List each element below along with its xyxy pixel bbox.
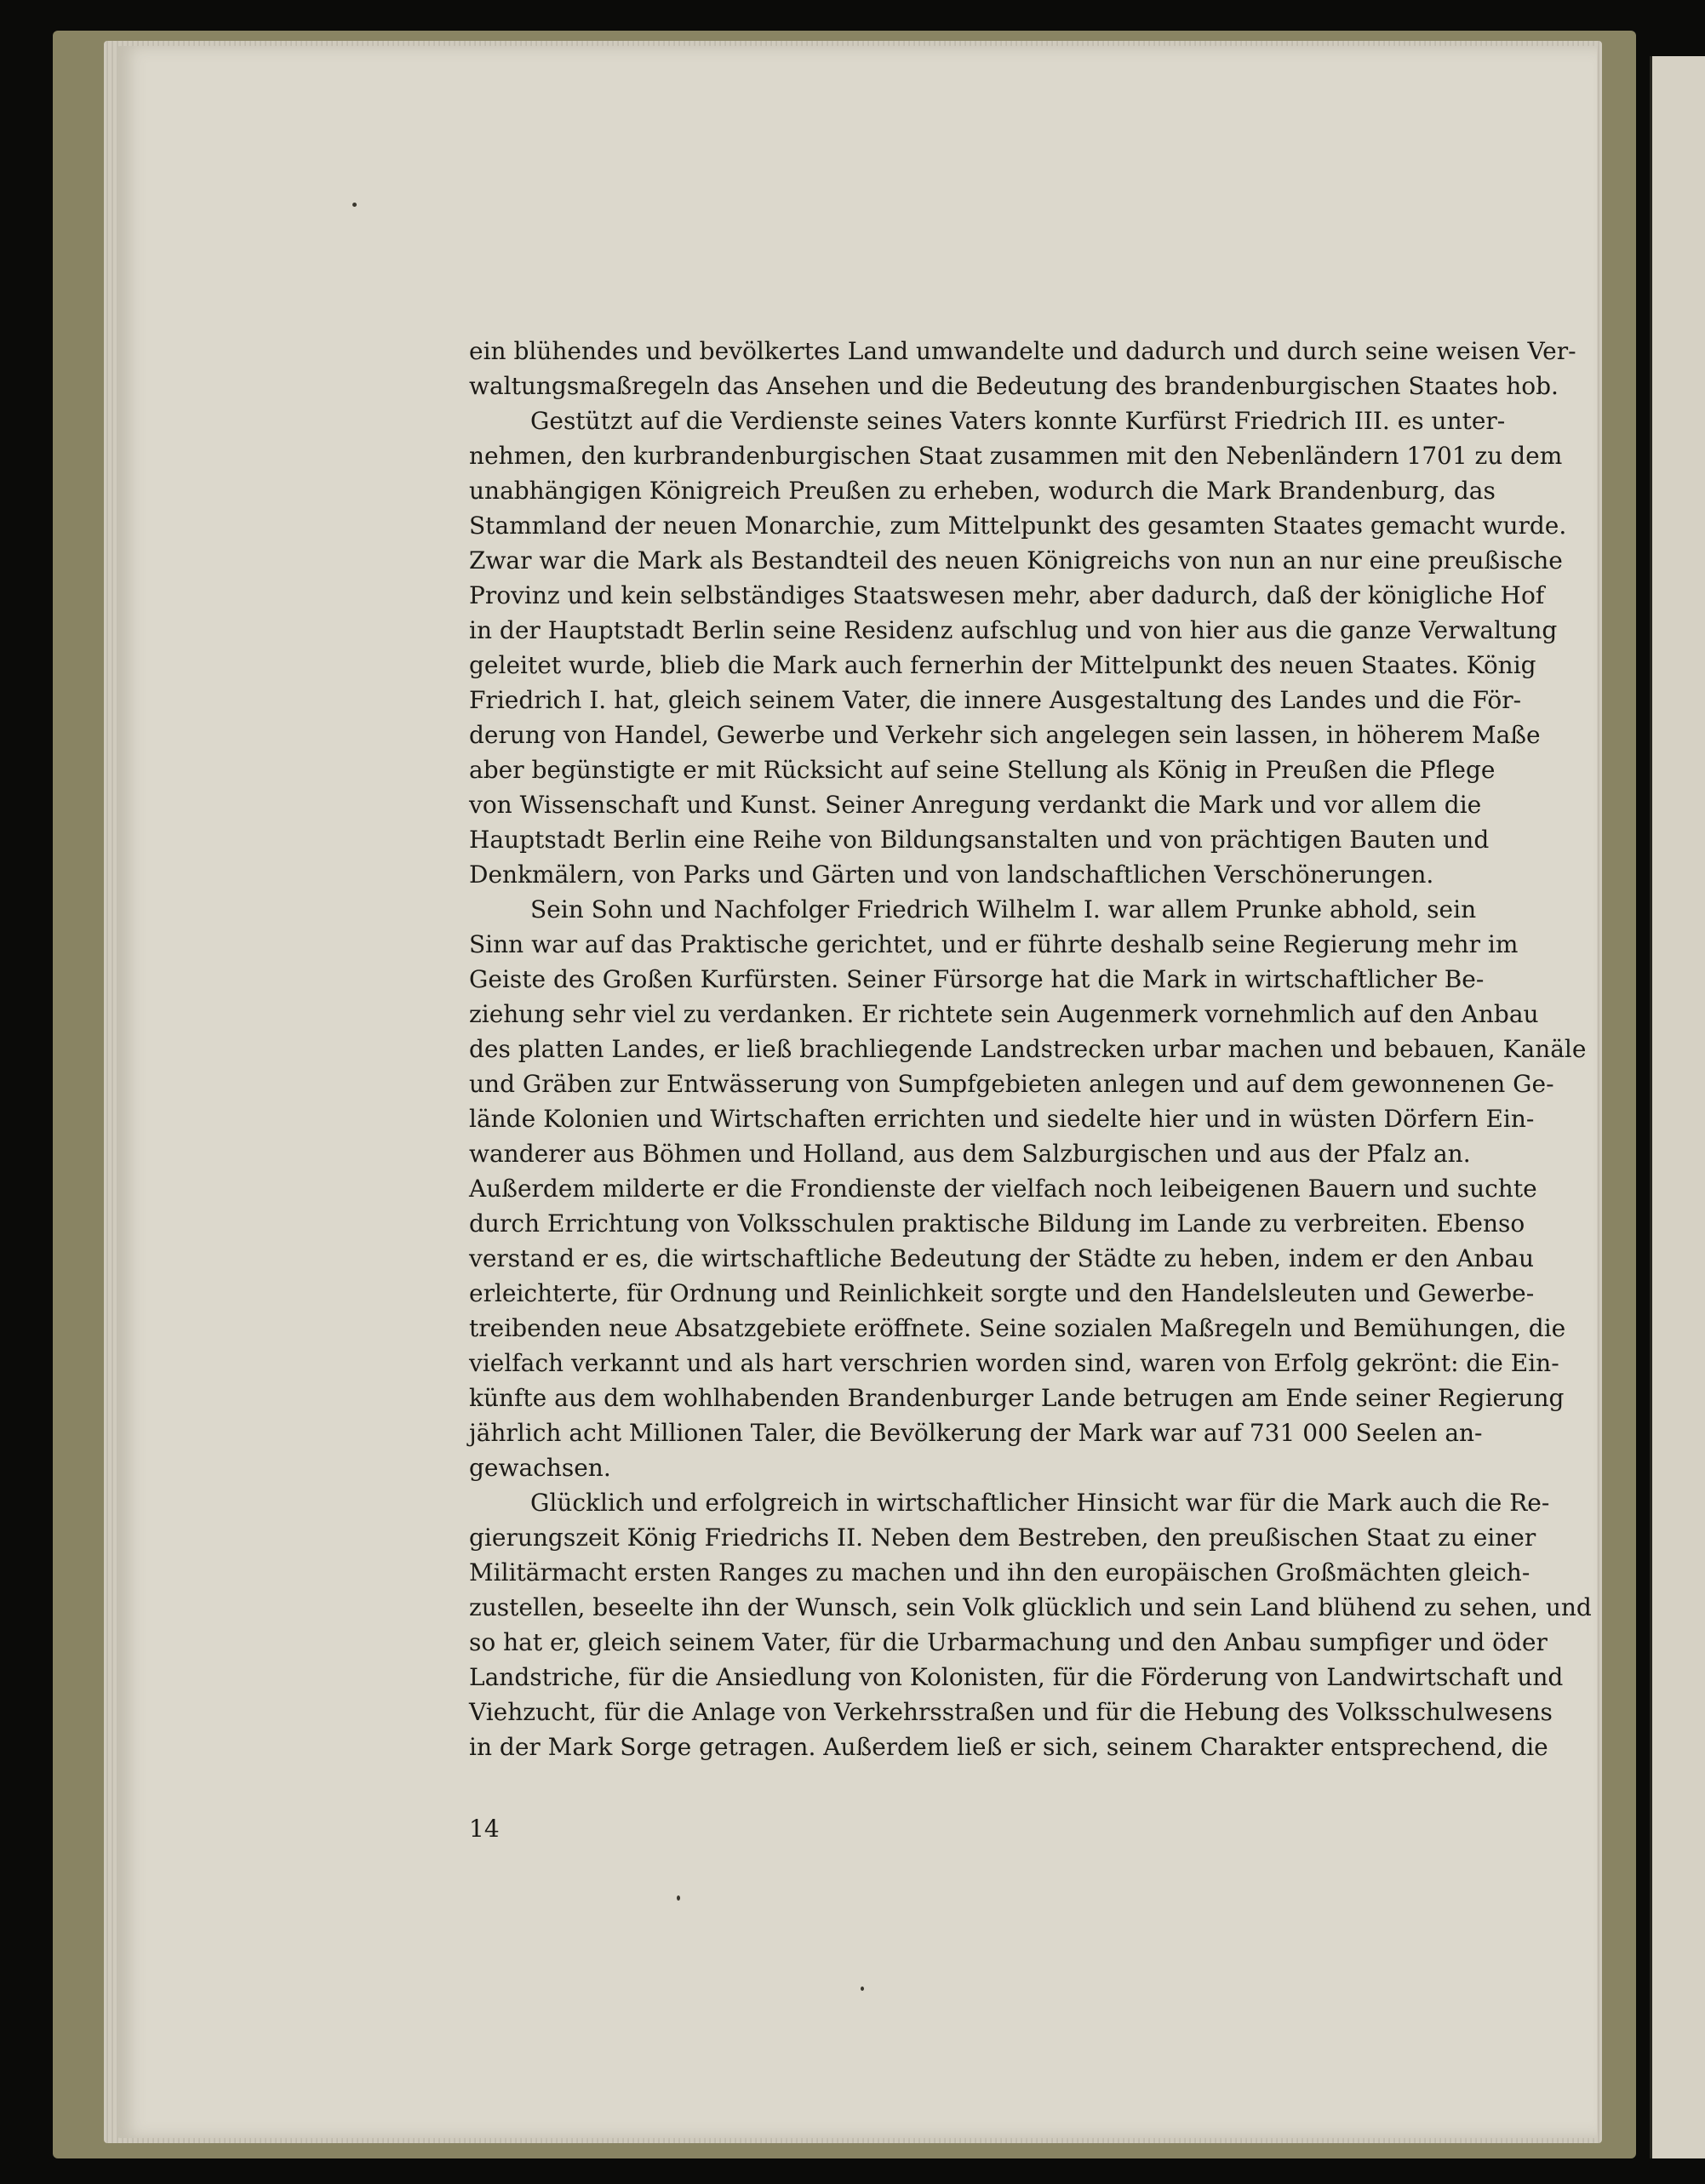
text-line: Landstriche, für die Ansiedlung von Kolonisten, für die Förderung von Landwirtschaft und <box>469 1663 1564 1691</box>
text-line: vielfach verkannt und als hart verschrien worden sind, waren von Erfolg gekrönt: die Ein- <box>469 1349 1559 1377</box>
text-line: zustellen, beseelte ihn der Wunsch, sein Volk glücklich und sein Land blühend zu sehen, und <box>469 1593 1592 1621</box>
text-line: derung von Handel, Gewerbe und Verkehr sich angelegen sein lassen, in höherem Maße <box>469 721 1541 749</box>
text-line: Zwar war die Mark als Bestandteil des neuen Königreichs von nun an nur eine preußische <box>469 546 1563 575</box>
text-line: Glücklich und erfolgreich in wirtschaftlicher Hinsicht war für die Mark auch die Re- <box>530 1489 1550 1517</box>
text-line: und Gräben zur Entwässerung von Sumpfgebieten anlegen und auf dem gewonnenen Ge- <box>469 1070 1554 1098</box>
text-line: Geiste des Großen Kurfürsten. Seiner Fürsorge hat die Mark in wirtschaftlicher Be- <box>469 965 1485 993</box>
text-line: des platten Landes, er ließ brachliegende Landstrecken urbar machen und bebauen, Kanäle <box>469 1035 1587 1063</box>
text-line: ziehung sehr viel zu verdanken. Er richtete sein Augenmerk vornehmlich auf den Anbau <box>469 1000 1539 1028</box>
text-line: Denkmälern, von Parks und Gärten und von landschaftlichen Verschönerungen. <box>469 860 1434 889</box>
text-line: Sein Sohn und Nachfolger Friedrich Wilhelm I. war allem Prunke abhold, sein <box>530 895 1477 923</box>
paper-speck <box>861 1987 864 1991</box>
text-line: treibenden neue Absatzgebiete eröffnete. Seine sozialen Maßregeln und Bemühungen, die <box>469 1314 1566 1342</box>
text-line: Sinn war auf das Praktische gerichtet, und er führte deshalb seine Regierung mehr im <box>469 930 1519 958</box>
body-text <box>469 334 1592 1764</box>
text-line: Außerdem milderte er die Frondienste der vielfach noch leibeigenen Bauern und suchte <box>469 1175 1537 1203</box>
text-line: ein blühendes und bevölkertes Land umwandelte und dadurch und durch seine weisen Ver- <box>469 337 1576 365</box>
text-line: nehmen, den kurbrandenburgischen Staat zusammen mit den Nebenländern 1701 zu dem <box>469 442 1563 470</box>
text-line: verstand er es, die wirtschaftliche Bedeutung der Städte zu heben, indem er den Anbau <box>469 1244 1535 1272</box>
paper-speck <box>352 203 357 207</box>
text-line: durch Errichtung von Volksschulen praktische Bildung im Lande zu verbreiten. Ebenso <box>469 1209 1525 1238</box>
text-line: jährlich acht Millionen Taler, die Bevölkerung der Mark war auf 731 000 Seelen an- <box>469 1419 1483 1447</box>
text-line: von Wissenschaft und Kunst. Seiner Anregung verdankt die Mark und vor allem die <box>469 791 1482 819</box>
text-line: lände Kolonien und Wirtschaften errichten und siedelte hier und in wüsten Dörfern Ein- <box>469 1105 1535 1133</box>
text-line: Militärmacht ersten Ranges zu machen und ihn den europäischen Großmächten gleich- <box>469 1558 1530 1587</box>
text-line: in der Mark Sorge getragen. Außerdem ließ er sich, seinem Charakter entsprechend, die <box>469 1733 1548 1761</box>
text-line: in der Hauptstadt Berlin seine Residenz aufschlug und von hier aus die ganze Verwaltung <box>469 616 1558 644</box>
text-line: Friedrich I. hat, gleich seinem Vater, die innere Ausgestaltung des Landes und die För- <box>469 686 1522 714</box>
facing-page-edge <box>1650 56 1705 2158</box>
paper-speck <box>677 1895 680 1901</box>
text-line: Provinz und kein selbständiges Staatswesen mehr, aber dadurch, daß der königliche Hof <box>469 581 1545 609</box>
text-line: gewachsen. <box>469 1454 611 1482</box>
text-line: aber begünstigte er mit Rücksicht auf seine Stellung als König in Preußen die Pflege <box>469 756 1496 784</box>
text-line: Hauptstadt Berlin eine Reihe von Bildungsanstalten und von prächtigen Bauten und <box>469 826 1490 854</box>
text-line: waltungsmaßregeln das Ansehen und die Bedeutung des brandenburgischen Staates hob. <box>469 372 1559 400</box>
text-line: erleichterte, für Ordnung und Reinlichkeit sorgte und den Handelsleuten und Gewerbe- <box>469 1279 1535 1307</box>
text-line: Viehzucht, für die Anlage von Verkehrsstraßen und für die Hebung des Volksschulwesens <box>469 1698 1553 1726</box>
text-line: unabhängigen Königreich Preußen zu erheben, wodurch die Mark Brandenburg, das <box>469 477 1496 505</box>
text-line: Stammland der neuen Monarchie, zum Mittelpunkt des gesamten Staates gemacht wurde. <box>469 512 1567 540</box>
text-line: künfte aus dem wohlhabenden Brandenburger Lande betrugen am Ende seiner Regierung <box>469 1384 1565 1412</box>
text-line: geleitet wurde, blieb die Mark auch fernerhin der Mittelpunkt des neuen Staates. König <box>469 651 1536 679</box>
text-line: wanderer aus Böhmen und Holland, aus dem Salzburgischen und aus der Pfalz an. <box>469 1140 1471 1168</box>
text-line: gierungszeit König Friedrichs II. Neben dem Bestreben, den preußischen Staat zu einer <box>469 1524 1536 1552</box>
page-number: 14 <box>469 1815 500 1843</box>
text-line: so hat er, gleich seinem Vater, für die Urbarmachung und den Anbau sumpfiger und öder <box>469 1628 1548 1656</box>
text-line: Gestützt auf die Verdienste seines Vaters konnte Kurfürst Friedrich III. es unter- <box>530 407 1506 435</box>
